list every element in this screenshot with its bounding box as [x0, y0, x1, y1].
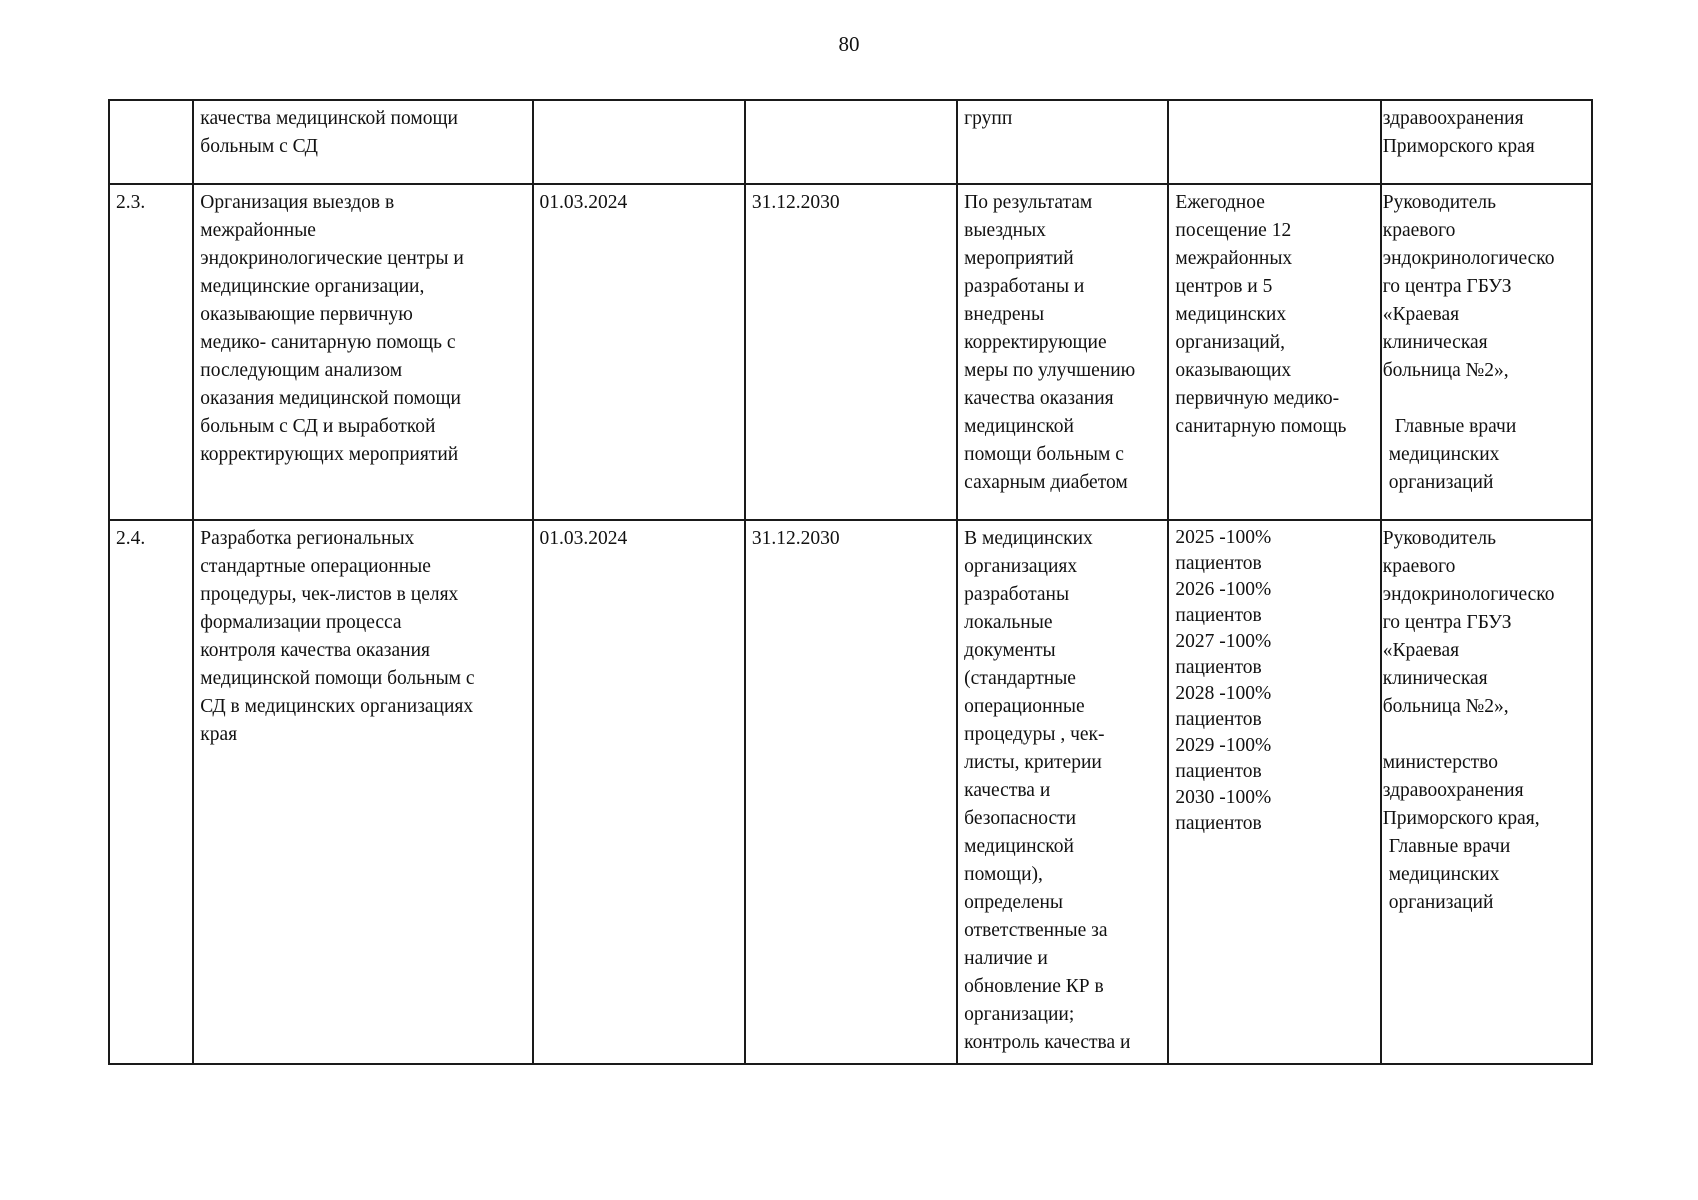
- text-line: медицинских: [1388, 444, 1500, 465]
- text-line: медицинской: [964, 836, 1074, 857]
- text-line: организаций: [1388, 472, 1494, 493]
- text-line: здравоохранения: [1382, 780, 1524, 801]
- text-line: сахарным диабетом: [964, 472, 1128, 493]
- text-line: 2026 -100%: [1175, 579, 1272, 600]
- spacer: [1383, 385, 1585, 413]
- text-line: корректирующих мероприятий: [200, 444, 459, 465]
- text-line: «Краевая: [1382, 640, 1460, 661]
- text-line: организациях: [964, 556, 1078, 577]
- cell-end-date: [745, 100, 957, 184]
- text-line: пациентов: [1175, 709, 1262, 730]
- text-line: эндокринологические центры и: [200, 248, 464, 269]
- text-line: организации;: [964, 1004, 1075, 1025]
- cell-responsible: [1381, 184, 1592, 520]
- text-line: разработаны: [964, 584, 1070, 605]
- text-line: 2029 -100%: [1175, 735, 1272, 756]
- text-line: выездных: [964, 220, 1046, 241]
- text-line: качества медицинской помощи: [200, 108, 458, 129]
- text-line: больным с СД: [200, 136, 318, 157]
- text-line: 2027 -100%: [1175, 631, 1272, 652]
- text-line: Руководитель: [1382, 528, 1496, 549]
- text-line: краевого: [1382, 220, 1456, 241]
- text-line: По результатам: [964, 192, 1093, 213]
- text-line: групп: [964, 108, 1013, 129]
- text-line: ответственные за: [964, 920, 1108, 941]
- text-line: го центра ГБУЗ: [1382, 612, 1512, 633]
- text-line: процедуры, чек-листов в целях: [200, 584, 459, 605]
- cell-event-name: [193, 520, 532, 1064]
- cell-start-date: [533, 184, 745, 520]
- text-line: эндокринологическо: [1382, 248, 1555, 269]
- text-line: контроль качества и: [964, 1032, 1131, 1053]
- text-line: Приморского края: [1382, 136, 1535, 157]
- text-line: межрайонных: [1175, 248, 1293, 269]
- cell-start-date: [533, 100, 745, 184]
- text-line: Ежегодное: [1175, 192, 1265, 213]
- text-line: медицинской: [964, 416, 1074, 437]
- text-line: эндокринологическо: [1382, 584, 1555, 605]
- text-line: внедрены: [964, 304, 1045, 325]
- end-date: 31.12.2030: [751, 528, 840, 549]
- text-line: оказания медицинской помощи: [200, 388, 461, 409]
- cell-event-name: [193, 100, 532, 184]
- cell-number: [109, 520, 193, 1064]
- page-number: 80: [838, 32, 860, 56]
- cell-indicator: [1168, 520, 1380, 1064]
- text-line: пациентов: [1175, 657, 1262, 678]
- text-line: процедуры , чек-: [964, 724, 1105, 745]
- text-line: Разработка региональных: [200, 528, 415, 549]
- text-line: Приморского края,: [1382, 808, 1540, 829]
- text-line: медико- санитарную помощь с: [200, 332, 456, 353]
- text-line: «Краевая: [1382, 304, 1460, 325]
- table-row-2-3: [109, 184, 1592, 520]
- cell-result: [957, 100, 1168, 184]
- text-line: оказывающие первичную: [200, 304, 413, 325]
- text-line: мероприятий: [964, 248, 1074, 269]
- spacer: [1383, 721, 1585, 749]
- text-line: меры по улучшению: [964, 360, 1136, 381]
- text-line: операционные: [964, 696, 1085, 717]
- text-line: определены: [964, 892, 1064, 913]
- cell-event-name: [193, 184, 532, 520]
- text-line: стандартные операционные: [200, 556, 431, 577]
- text-line: В медицинских: [964, 528, 1093, 549]
- text-line: края: [200, 724, 238, 745]
- text-line: первичную медико-: [1175, 388, 1340, 409]
- text-line: клиническая: [1382, 668, 1488, 689]
- text-line: оказывающих: [1175, 360, 1292, 381]
- text-line: краевого: [1382, 556, 1456, 577]
- text-line: 2028 -100%: [1175, 683, 1272, 704]
- text-line: Главные врачи: [1394, 416, 1517, 437]
- text-line: обновление КР в: [964, 976, 1104, 997]
- text-line: клиническая: [1382, 332, 1488, 353]
- text-line: формализации процесса: [200, 612, 402, 633]
- plan-table: [108, 99, 1593, 1065]
- text-line: помощи больным с: [964, 444, 1124, 465]
- text-line: пациентов: [1175, 553, 1262, 574]
- text-line: Организация выездов в: [200, 192, 395, 213]
- text-line: центров и 5: [1175, 276, 1273, 297]
- text-line: министерство: [1382, 752, 1498, 773]
- start-date: 01.03.2024: [539, 192, 628, 213]
- cell-responsible: [1381, 100, 1592, 184]
- text-line: санитарную помощь: [1175, 416, 1347, 437]
- text-line: медицинских: [1388, 864, 1500, 885]
- text-line: посещение 12: [1175, 220, 1292, 241]
- text-line: качества оказания: [964, 388, 1114, 409]
- text-line: Руководитель: [1382, 192, 1496, 213]
- text-line: 2030 -100%: [1175, 787, 1272, 808]
- text-line: корректирующие: [964, 332, 1107, 353]
- text-line: контроля качества оказания: [200, 640, 430, 661]
- row-number: 2.3.: [116, 192, 146, 213]
- text-line: листы, критерии: [964, 752, 1102, 773]
- text-line: наличие и: [964, 948, 1048, 969]
- text-line: медицинские организации,: [200, 276, 425, 297]
- text-line: разработаны и: [964, 276, 1085, 297]
- text-line: больница №2»,: [1382, 696, 1509, 717]
- text-line: безопасности: [964, 808, 1077, 829]
- cell-responsible: [1381, 520, 1592, 1064]
- text-line: документы: [964, 640, 1056, 661]
- text-line: пациентов: [1175, 605, 1262, 626]
- end-date: 31.12.2030: [751, 192, 840, 213]
- cell-indicator: [1168, 184, 1380, 520]
- cell-start-date: [533, 520, 745, 1064]
- text-line: организаций: [1388, 892, 1494, 913]
- text-line: межрайонные: [200, 220, 316, 241]
- cell-number: [109, 184, 193, 520]
- text-line: качества и: [964, 780, 1051, 801]
- text-line: больница №2»,: [1382, 360, 1509, 381]
- table-row-2-4: [109, 520, 1592, 1064]
- text-line: (стандартные: [964, 668, 1076, 689]
- text-line: здравоохранения: [1382, 108, 1524, 129]
- cell-result: [957, 520, 1168, 1064]
- text-line: пациентов: [1175, 813, 1262, 834]
- text-line: СД в медицинских организациях: [200, 696, 474, 717]
- text-line: больным с СД и выработкой: [200, 416, 436, 437]
- row-number: 2.4.: [116, 528, 146, 549]
- text-line: медицинских: [1175, 304, 1287, 325]
- text-line: пациентов: [1175, 761, 1262, 782]
- text-line: Главные врачи: [1388, 836, 1511, 857]
- cell-end-date: [745, 184, 957, 520]
- cell-indicator: [1168, 100, 1380, 184]
- cell-number: [109, 100, 193, 184]
- text-line: медицинской помощи больным с: [200, 668, 475, 689]
- table-row-continued: [109, 100, 1592, 184]
- text-line: последующим анализом: [200, 360, 403, 381]
- text-line: 2025 -100%: [1175, 527, 1272, 548]
- text-line: организаций,: [1175, 332, 1285, 353]
- start-date: 01.03.2024: [539, 528, 628, 549]
- text-line: помощи),: [964, 864, 1043, 885]
- text-line: локальные: [964, 612, 1053, 633]
- text-line: го центра ГБУЗ: [1382, 276, 1512, 297]
- cell-result: [957, 184, 1168, 520]
- cell-end-date: [745, 520, 957, 1064]
